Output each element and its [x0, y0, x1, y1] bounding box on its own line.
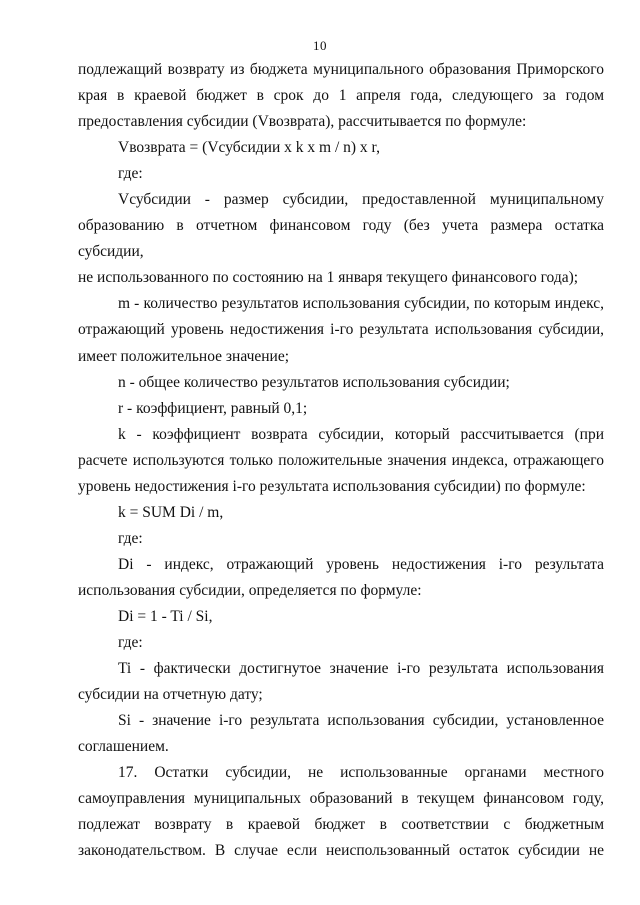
text-line: законодательством. В случае если неиспользованный остаток субсидии не: [78, 842, 604, 860]
page-number: 10: [313, 38, 327, 53]
document-body: [78, 57, 604, 864]
text-line: уровень недостижения i-го результата использования субсидии) по формуле:: [78, 477, 586, 495]
text-line: k - коэффициент возврата субсидии, который рассчитывается (при: [118, 425, 604, 443]
text-line: Di - индекс, отражающий уровень недостижения i-го результата: [118, 555, 604, 573]
text-line: соглашением.: [78, 738, 169, 756]
text-line: образованию в отчетном финансовом году (без учета размера остатка субсидии,: [78, 217, 604, 261]
text-line: где:: [118, 529, 143, 547]
text-line: не использованного по состоянию на 1 января текущего финансового года);: [78, 269, 579, 287]
text-line: предоставления субсидии (Vвозврата), рассчитывается по формуле:: [78, 113, 527, 131]
text-line: k = SUM Di / m,: [118, 503, 224, 521]
text-line: r - коэффициент, равный 0,1;: [118, 399, 308, 417]
text-line: Ti - фактически достигнутое значение i-го результата использования: [118, 660, 604, 678]
text-line: Vвозврата = (Vсубсидии x k x m / n) x r,: [118, 139, 380, 157]
text-line: имеет положительное значение;: [78, 347, 290, 365]
text-line: где:: [118, 634, 143, 652]
text-line: использования субсидии, определяется по формуле:: [78, 581, 422, 599]
text-line: n - общее количество результатов использования субсидии;: [118, 373, 510, 391]
text-line: подлежащий возврату из бюджета муниципального образования Приморского: [78, 61, 604, 78]
text-line: m - количество результатов использования субсидии, по которым индекс,: [118, 295, 604, 313]
text-line: отражающий уровень недостижения i-го результата использования субсидии,: [78, 321, 604, 339]
text-line: Si - значение i-го результата использования субсидии, установленное: [118, 712, 604, 730]
text-line: 17. Остатки субсидии, не использованные органами местного: [118, 764, 604, 782]
text-line: расчете используются только положительные значения индекса, отражающего: [78, 451, 604, 469]
text-line: края в краевой бюджет в срок до 1 апреля года, следующего за годом: [78, 87, 604, 105]
text-line: Vсубсидии - размер субсидии, предоставленной муниципальному: [118, 191, 604, 209]
text-line: подлежат возврату в краевой бюджет в соответствии с бюджетным: [78, 816, 604, 834]
text-line: Di = 1 - Ti / Si,: [118, 607, 213, 625]
text-line: где:: [118, 165, 143, 183]
text-line: самоуправления муниципальных образований в текущем финансовом году,: [78, 790, 604, 808]
text-line: субсидии на отчетную дату;: [78, 686, 263, 704]
